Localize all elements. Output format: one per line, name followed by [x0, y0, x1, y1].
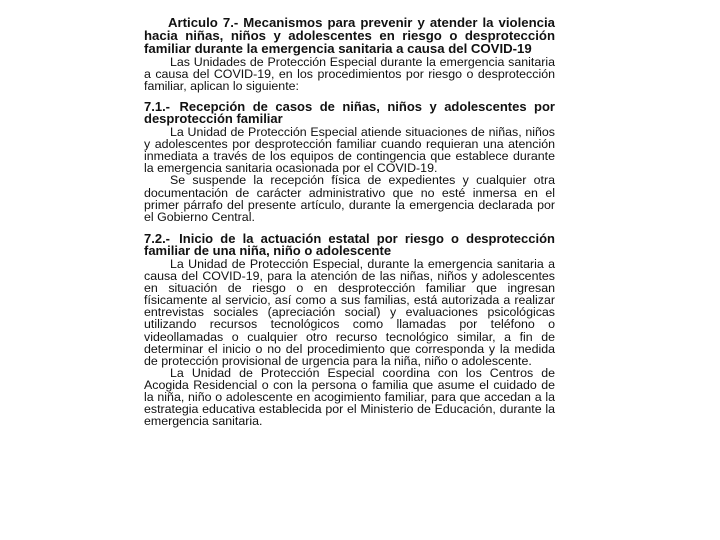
article-title-text: Articulo 7.- Mecanismos para prevenir y atender la violencia hacia niñas, niños y adolescentes en riesgo o desprotección familiar durante la emergencia sanitaria a causa del COVID-19: [144, 15, 555, 57]
section-paragraph: La Unidad de Protección Especial, durante la emergencia sanitaria a causa del COVID-19, para la atención de las niñas, niños y adolescentes en situación de riesgo o en desprotección familiar que ingresan físicamente al servicio, así como a sus familias, está autorizada a realizar entrevistas sociales (apreciación social) y evaluaciones psicológicas utilizando recursos tecnológicos como llamadas por teléfono o videollamadas o cualquier otro recurso tecnológico similar, a fin de determinar el inicio o no del procedimiento que corresponda y la medida de protección provisional de urgencia para la niña, niño o adolescente.: [144, 257, 555, 368]
document-body: [144, 16, 555, 427]
section-number: 7.2.-: [144, 230, 171, 246]
article-intro: Las Unidades de Protección Especial durante la emergencia sanitaria a causa del COVID-19, en los procedimientos por riesgo o desprotección familiar, aplican lo siguiente:: [144, 54, 555, 93]
section-heading-text: Recepción de casos de niñas, niños y adolescentes por desprotección familiar: [144, 98, 555, 127]
section-paragraph: La Unidad de Protección Especial coordina con los Centros de Acogida Residencial o con la persona o familia que asume el cuidado de la niña, niño o adolescente en acogimiento familiar, para que accedan a la estrategia educativa establecida por el Ministerio de Educación, durante la emergencia sanitaria.: [144, 365, 555, 429]
article-title: [144, 16, 555, 56]
section-paragraph: Se suspende la recepción física de expedientes y cualquier otra documentación de carácter administrativo que no esté inmersa en el primer párrafo del presente artículo, durante la emergencia declarada por el Gobierno Central.: [144, 173, 555, 224]
section-heading: [144, 98, 555, 127]
section-number: 7.1.-: [144, 98, 171, 114]
section-heading: [144, 230, 555, 259]
section-paragraph: La Unidad de Protección Especial atiende situaciones de niñas, niños y adolescentes por desprotección familiar cuando requieran una atención inmediata a través de los equipos de contingencia que establece durante la emergencia sanitaria ocasionada por el COVID-19.: [144, 125, 555, 176]
section-heading-text: Inicio de la actuación estatal por riesgo o desprotección familiar de una niña, niño o adolescente: [144, 230, 555, 259]
